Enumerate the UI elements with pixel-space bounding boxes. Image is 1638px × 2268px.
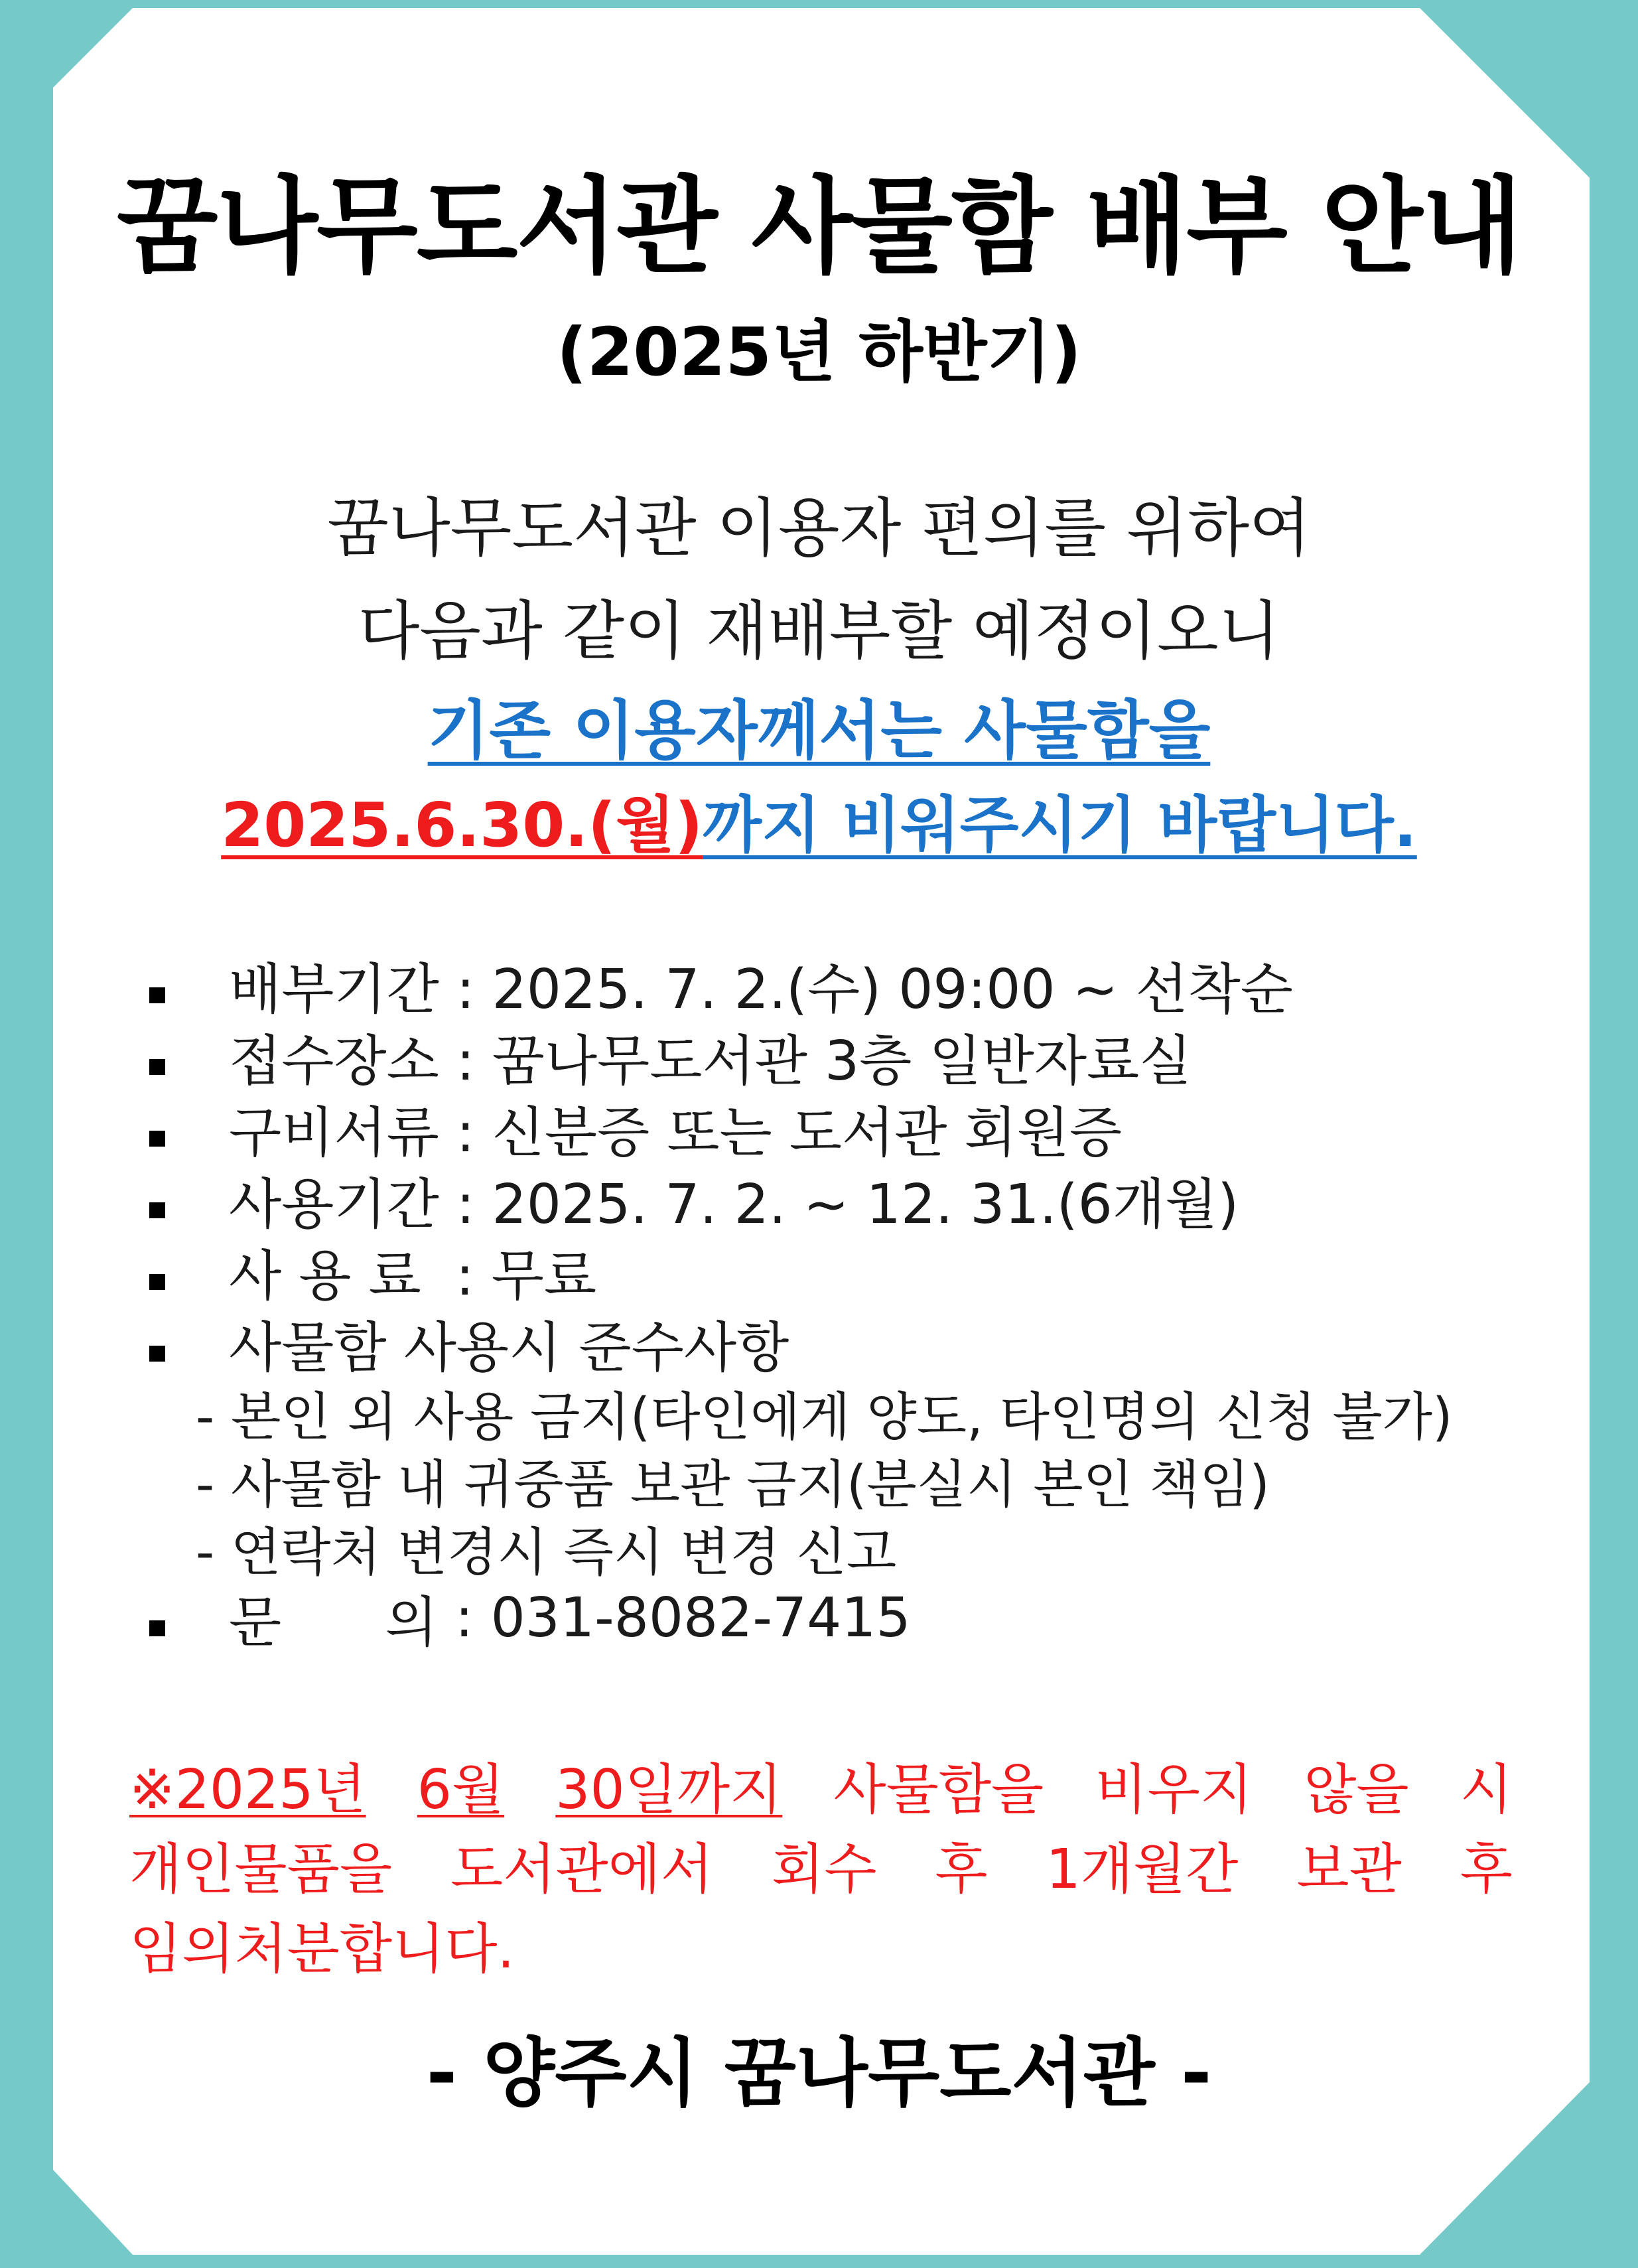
detail-rules [149,1307,1542,1379]
detail-reception-place [149,1021,1542,1092]
signature-library-name: - 양주시 꿈나무도서관 - [426,2030,1212,2117]
notice-line-1 [0,680,1638,771]
detail-value: : 031-8082-7415 [437,1586,911,1650]
page-title: 꿈나무도서관 사물함 배부 안내 [116,166,1522,288]
intro-line-1: 꿈나무도서관 이용자 편의를 위하여 [327,491,1311,565]
warning-word: 보관 [1296,1838,1402,1901]
details-list [149,949,1542,1654]
warning-word: 시 [1460,1758,1513,1821]
warning-line-1 [129,1750,1513,1830]
rule-item: - 연락처 변경시 즉시 변경 신고 [196,1523,897,1583]
detail-label: 배부기간 [229,957,439,1021]
warning-word: 개인물품을 [129,1838,393,1901]
detail-label: 사물함 사용시 준수사항 [229,1316,789,1380]
rule-item: - 본인 외 사용 금지(타인에게 양도, 타인명의 신청 불가) [196,1387,1453,1447]
square-bullet-icon [149,1097,229,1160]
square-bullet-icon [149,1312,229,1375]
square-bullet-icon [149,954,229,1017]
detail-label: 사 용 료 [229,1244,421,1308]
square-bullet-icon [149,1587,229,1650]
warning-word: 6월 [417,1758,505,1821]
warning-word: 비우지 [1095,1758,1253,1821]
detail-value: : 2025. 7. 2.(수) 09:00 ~ 선착순 [439,957,1294,1021]
square-bullet-icon [149,1169,229,1232]
warning-word: 도서관에서 [450,1838,714,1901]
warning-word: 30일까지 [555,1758,783,1821]
detail-fee [149,1236,1542,1307]
detail-value: : 무료 [421,1244,597,1308]
warning-word: 후 [1460,1838,1513,1901]
rule-item: - 사물함 내 귀중품 보관 금지(분실시 본인 책임) [196,1455,1270,1515]
intro-line-2: 다음과 같이 재배부할 예정이오니 [358,594,1280,668]
notice-text-1: 기존 이용자께서는 사물함을 [427,693,1211,768]
warning-notice [129,1750,1513,1989]
detail-label: 접수장소 [229,1029,439,1093]
warning-line-2 [129,1830,1513,1910]
square-bullet-icon [149,1240,229,1303]
page-subtitle: (2025년 하반기) [557,313,1081,391]
notice-deadline-date: 2025.6.30.(월) [221,790,703,861]
warning-word: 1개월간 [1046,1838,1239,1901]
warning-word: 후 [935,1838,988,1901]
warning-word: 않을 [1304,1758,1409,1821]
notice-text-2: 까지 비워주시기 바랍니다. [703,790,1417,861]
warning-word: 사물함을 [833,1758,1044,1821]
warning-word: ※2025년 [129,1758,366,1821]
detail-distribution-period [149,949,1542,1021]
detail-required-documents [149,1092,1542,1164]
detail-contact [149,1582,1542,1654]
warning-line-3: 임의처분합니다. [129,1918,515,1981]
detail-label: 구비서류 [229,1101,439,1165]
detail-value: : 신분증 또는 도서관 회원증 [439,1101,1123,1165]
detail-usage-period [149,1164,1542,1236]
warning-word: 회수 [772,1838,877,1901]
detail-label: 사용기간 [229,1172,439,1236]
square-bullet-icon [149,1025,229,1088]
notice-line-2 [0,776,1638,864]
detail-value: : 2025. 7. 2. ~ 12. 31.(6개월) [439,1172,1239,1236]
detail-value: : 꿈나무도서관 3층 일반자료실 [439,1029,1192,1093]
detail-label: 문 의 [229,1591,438,1654]
